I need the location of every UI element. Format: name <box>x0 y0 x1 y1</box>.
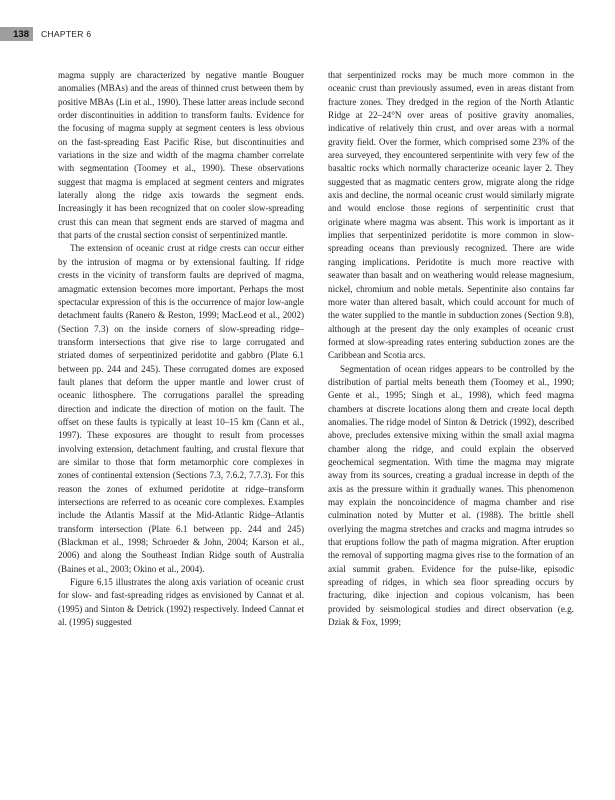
chapter-label: CHAPTER 6 <box>41 29 92 39</box>
running-header <box>0 27 615 41</box>
left-column <box>58 69 304 629</box>
paragraph: that serpentinized rocks may be much more common in the oceanic crust than previously assumed, even in areas distant from fracture zones. They dredged in the region of the North Atlantic Ridge at 22–24°N over areas of positive gravity anomalies, indicative of relatively thin crust, and over areas with a normal gravity field. Over the former, which comprised some 23% of the area surveyed, they encountered serpentinite with very few of the basaltic rocks which normally characterize oceanic layer 2. They suggested that as magmatic centers grow, migrate along the ridge axis and decline, the normal oceanic crust would similarly migrate and would enclose those regions of serpentinitic crust that originate where magma was absent. This work is important as it implies that serpentinized peridotite is more common in slow-spreading oceans than previously recognized. There are wide ranging implications. Peridotite is much more reactive with seawater than basalt and on weathering would release magnesium, nickel, chromium and noble metals. Sepentinite also contains far more water than altered basalt, which could account for much of the water supplied to the mantle in subduction zones (Section 9.8), although at the present day the only examples of oceanic crust formed at slow-spreading rates entering subduction zones are the Caribbean and Scotia arcs. <box>328 70 574 361</box>
paragraph: Segmentation of ocean ridges appears to be controlled by the distribution of partial melts beneath them (Toomey et al., 1990; Gente et al., 1995; Singh et al., 1998), which feed magma chambers at discrete locations along them and create local depth anomalies. The ridge model of Sinton & Detrick (1992), described above, precludes extensive mixing within the small axial magma chamber along the ridge, and could explain the observed geochemical segmentation. With time the magma may migrate away from its sources, creating a gradual increase in depth of the axis as the pressure within it gradually wanes. This phenomenon may explain the noncoincidence of magma chamber and rise culmination noted by Mutter et al. (1988). The brittle shell overlying the magma stretches and cracks and magma intrudes so that eruptions follow the path of magma migration. After eruption the removal of supporting magma gives rise to the formation of an axial summit graben. Evidence for the pulse-like, episodic spreading of ridges, in which sea floor spreading occurs by fracturing, dike injection and copious volcanism, has been provided by seismological studies and direct observation (e.g. Dziak & Fox, 1999; <box>328 363 574 628</box>
paragraph: magma supply are characterized by negative mantle Bouguer anomalies (MBAs) and the areas of thinned crust between them by positive MBAs (Lin et al., 1990). These latter areas include second order discontinuities in addition to transform faults. Evidence for the focusing of magma supply at segment centers is less obvious on the fast-spreading East Pacific Rise, but discontinuities and variations in the size and width of the magma chamber correlate with segmentation (Toomey et al., 1990). These observations suggest that magma is emplaced at segment centers and migrates laterally along the ridge axis towards the segment ends. Increasingly it has been recognized that on cooler slow-spreading crust this can mean that segment ends are starved of magma and that parts of the crustal section consist of serpentinized mantle. <box>58 70 304 241</box>
body-text <box>58 69 574 629</box>
page-number: 138 <box>0 27 33 41</box>
right-column <box>328 69 574 629</box>
paragraph: Figure 6.15 illustrates the along axis variation of oceanic crust for slow- and fast-spreading ridges as envisioned by Cannat et al. (1995) and Sinton & Detrick (1992) respectively. Indeed Cannat et al. (1995) suggested <box>58 577 304 628</box>
paragraph: The extension of oceanic crust at ridge crests can occur either by the intrusion of magma or by extensional faulting. If ridge crests in the vicinity of transform faults are deprived of magma, amagmatic extension becomes more important. Perhaps the most spectacular expression of this is the occurrence of major low-angle detachment faults (Ranero & Reston, 1999; MacLeod et al., 2002) (Section 7.3) on the inside corners of slow-spreading ridge–transform intersections that give rise to large corrugated and striated domes of serpentinized peridotite and gabbro (Plate 6.1 between pp. 244 and 245). These corrugated domes are exposed fault planes that deform the upper mantle and lower crust of oceanic lithosphere. The corrugations parallel the spreading direction and indicate the direction of motion on the fault. The offset on these faults is typically at least 10–15 km (Cann et al., 1997). These exposures are thought to result from processes involving extension, detachment faulting, and crustal flexure that are similar to those that form metamorphic core complexes in zones of continental extension (Sections 7.3, 7.6.2, 7.7.3). For this reason the zones of exhumed peridotite at ridge–transform intersections are referred to as oceanic core complexes. Examples include the Atlantis Massif at the Mid-Atlantic Ridge–Atlantis transform intersection (Plate 6.1 between pp. 244 and 245) (Blackman et al., 1998; Schroeder & John, 2004; Karson et al., 2006) and along the Southeast Indian Ridge south of Australia (Baines et al., 2003; Okino et al., 2004). <box>58 243 304 574</box>
